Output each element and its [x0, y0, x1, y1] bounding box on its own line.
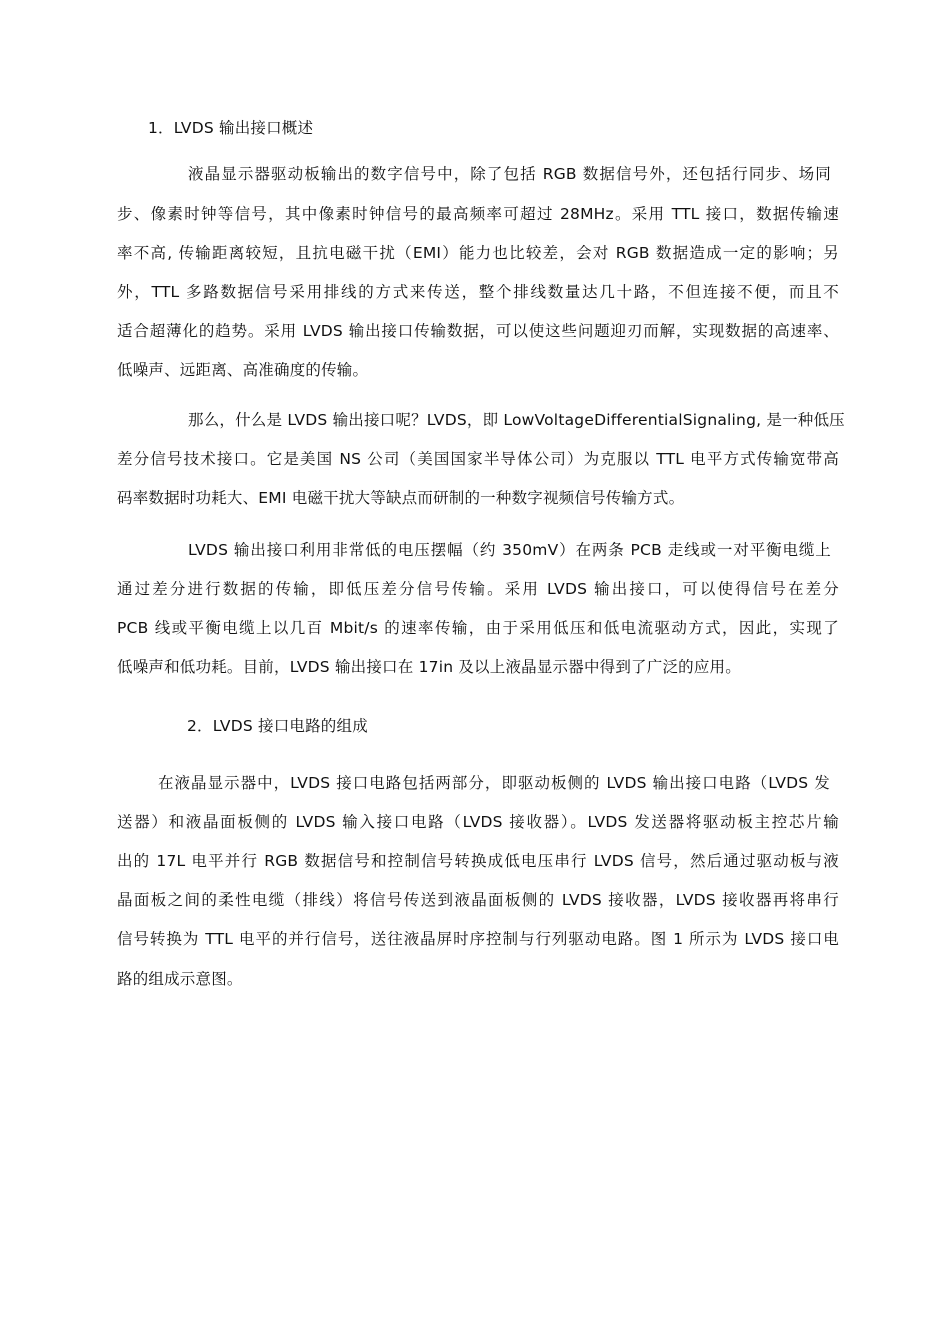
paragraph-1-line-4: 外，TTL 多路数据信号采用排线的方式来传送，整个排线数量达几十路，不但连接不便，而且不 — [117, 283, 839, 301]
paragraph-1-line-5: 适合超薄化的趋势。采用 LVDS 输出接口传输数据，可以使这些问题迎刃而解，实现数据的高速率、 — [117, 322, 839, 340]
paragraph-1-line-1: 液晶显示器驱动板输出的数字信号中，除了包括 RGB 数据信号外，还包括行同步、场同 — [188, 165, 831, 183]
paragraph-1-line-2: 步、像素时钟等信号，其中像素时钟信号的最高频率可超过 28MHz。采用 TTL 接口，数据传输速 — [117, 205, 839, 223]
paragraph-4-line-4: 晶面板之间的柔性电缆（排线）将信号传送到液晶面板侧的 LVDS 接收器，LVDS 接收器再将串行 — [117, 891, 839, 909]
section-2-heading: 2．LVDS 接口电路的组成 — [187, 717, 368, 735]
paragraph-3-line-1: LVDS 输出接口利用非常低的电压摆幅（约 350mV）在两条 PCB 走线或一对平衡电缆上 — [188, 541, 831, 559]
paragraph-1-line-3: 率不高, 传输距离较短，且抗电磁干扰（EMI）能力也比较差，会对 RGB 数据造成一定的影响；另 — [117, 244, 839, 262]
paragraph-4-line-2: 送器）和液晶面板侧的 LVDS 输入接口电路（LVDS 接收器）。LVDS 发送器将驱动板主控芯片输 — [117, 813, 839, 831]
paragraph-2-line-3: 码率数据时功耗大、EMI 电磁干扰大等缺点而研制的一种数字视频信号传输方式。 — [117, 489, 685, 507]
paragraph-4-line-1: 在液晶显示器中，LVDS 接口电路包括两部分，即驱动板侧的 LVDS 输出接口电路（LVDS 发 — [158, 774, 830, 792]
paragraph-4-line-6: 路的组成示意图。 — [117, 970, 243, 988]
paragraph-4-line-3: 出的 17L 电平并行 RGB 数据信号和控制信号转换成低电压串行 LVDS 信号，然后通过驱动板与液 — [117, 852, 839, 870]
paragraph-2-line-2: 差分信号技术接口。它是美国 NS 公司（美国国家半导体公司）为克服以 TTL 电平方式传输宽带高 — [117, 450, 839, 468]
paragraph-3-line-4: 低噪声和低功耗。目前，LVDS 输出接口在 17in 及以上液晶显示器中得到了广泛的应用。 — [117, 658, 741, 676]
paragraph-3-line-3: PCB 线或平衡电缆上以几百 Mbit/s 的速率传输，由于采用低压和低电流驱动方式，因此，实现了 — [117, 619, 839, 637]
paragraph-4-line-5: 信号转换为 TTL 电平的并行信号，送往液晶屏时序控制与行列驱动电路。图 1 所示为 LVDS 接口电 — [117, 930, 839, 948]
paragraph-3-line-2: 通过差分进行数据的传输，即低压差分信号传输。采用 LVDS 输出接口，可以使得信号在差分 — [117, 580, 839, 598]
paragraph-1-line-6: 低噪声、远距离、高准确度的传输。 — [117, 361, 369, 379]
paragraph-2-line-1: 那么，什么是 LVDS 输出接口呢？LVDS，即 LowVoltageDifferentialSignaling, 是一种低压 — [188, 411, 845, 429]
section-1-heading: 1．LVDS 输出接口概述 — [148, 119, 314, 137]
